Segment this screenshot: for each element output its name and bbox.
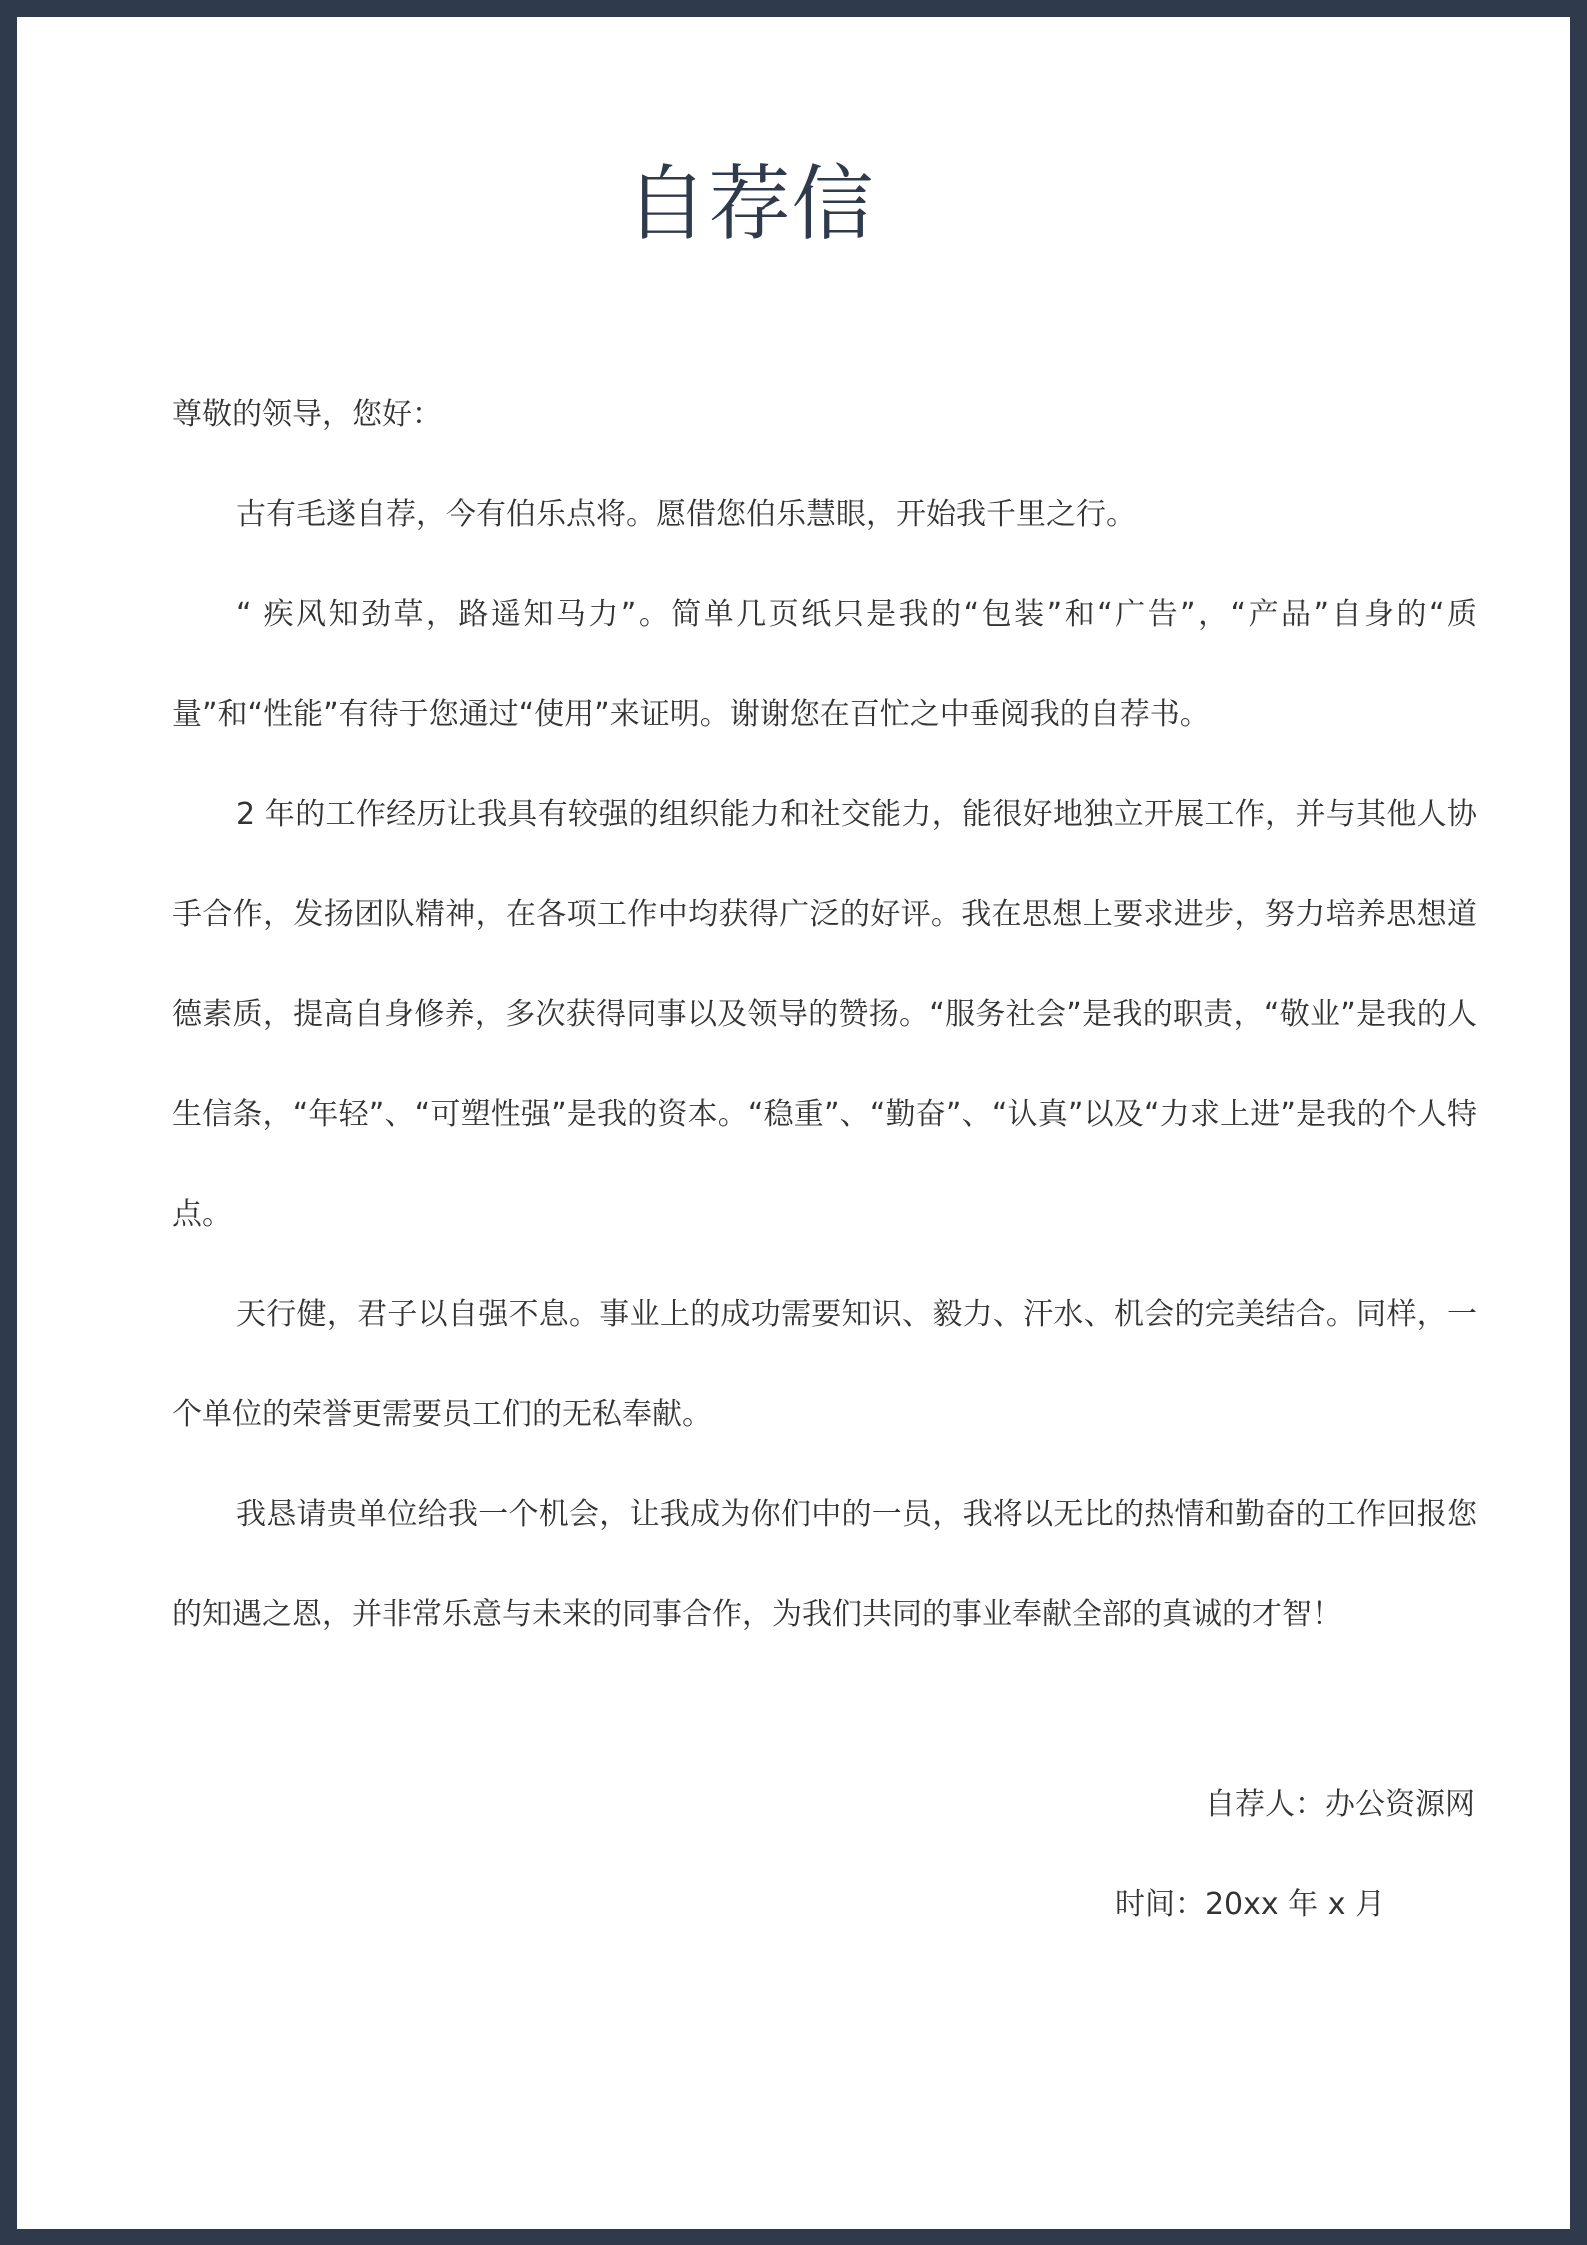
document-title: 自荐信 — [625, 157, 875, 252]
paragraph-4: 天行健，君子以自强不息。事业上的成功需要知识、毅力、汗水、机会的完美结合。同样，一个单位的荣誉更需要员工们的无私奉献。 — [172, 1297, 1477, 1432]
paragraph-3: 2 年的工作经历让我具有较强的组织能力和社交能力，能很好地独立开展工作，并与其他人协手合作，发扬团队精神，在各项工作中均获得广泛的好评。我在思想上要求进步，努力培养思想道德素质，提高自身修养，多次获得同事以及领导的赞扬。“服务社会”是我的职责，“敬业”是我的人生信条，“年轻”、“可塑性强”是我的资本。“稳重”、“勤奋”、“认真”以及“力求上进”是我的个人特点。 — [172, 797, 1477, 1232]
paragraph-2: “ 疾风知劲草，路遥知马力”。简单几页纸只是我的“包装”和“广告”，“产品”自身的“质量”和“性能”有待于您通过“使用”来证明。谢谢您在百忙之中垂阅我的自荐书。 — [172, 597, 1477, 732]
paragraph-1: 古有毛遂自荐，今有伯乐点将。愿借您伯乐慧眼，开始我千里之行。 — [236, 497, 1136, 532]
date-line: 时间：20xx 年 x 月 — [1114, 1887, 1385, 1922]
greeting-line: 尊敬的领导，您好： — [172, 397, 442, 432]
paragraph-5: 我恳请贵单位给我一个机会，让我成为你们中的一员，我将以无比的热情和勤奋的工作回报您的知遇之恩，并非常乐意与未来的同事合作，为我们共同的事业奉献全部的真诚的才智！ — [172, 1497, 1477, 1632]
signature-line: 自荐人：办公资源网 — [1205, 1787, 1475, 1822]
letter-body — [172, 365, 1477, 1665]
